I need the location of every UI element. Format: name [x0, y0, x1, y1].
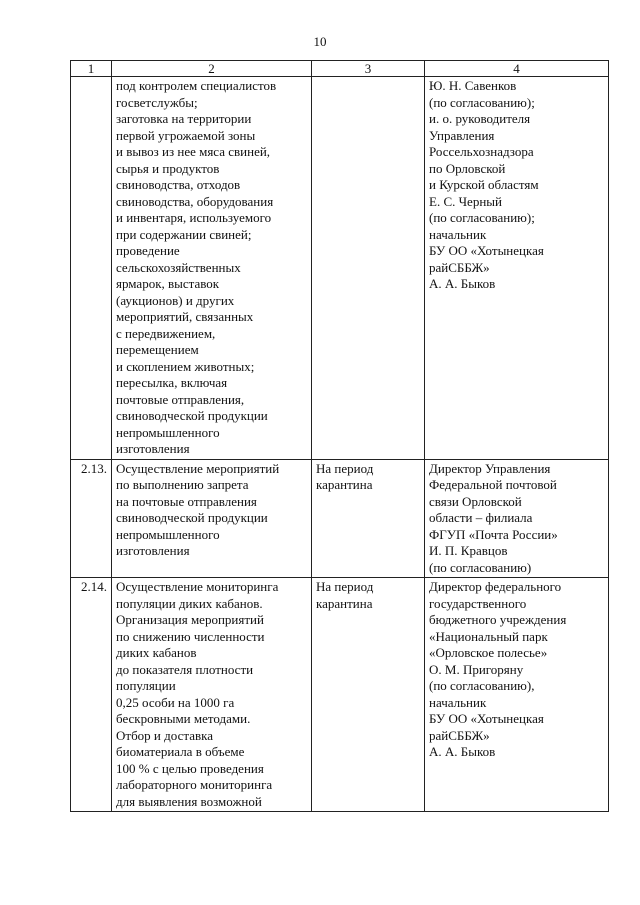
- cell-line: почтовые отправления,: [116, 391, 245, 407]
- cell-line: (по согласованию);: [429, 94, 535, 110]
- item-number: [71, 77, 112, 460]
- cell-line: бескровными методами.: [116, 711, 251, 726]
- cell-line: свиноводческой продукции: [116, 510, 268, 525]
- cell-line: области – филиала: [429, 510, 533, 525]
- cell-line: и скоплением животных;: [116, 358, 255, 374]
- cell-line: под контролем специалистов: [116, 78, 277, 93]
- cell-line: Федеральной почтовой: [429, 477, 557, 492]
- cell-line: непромышленного: [116, 424, 220, 440]
- cell-line: Директор федерального: [429, 579, 562, 594]
- cell-line: лабораторного мониторинга: [116, 777, 273, 792]
- cell-line: На период: [316, 460, 374, 476]
- header-cell: 2: [112, 61, 312, 77]
- measures-table: [70, 60, 609, 812]
- header-cell: 3: [312, 61, 425, 77]
- cell-line: диких кабанов: [116, 645, 197, 660]
- cell-line: Отбор и доставка: [116, 727, 213, 743]
- header-cell: 4: [425, 61, 609, 77]
- page-number: 10: [313, 34, 327, 49]
- cell-line: на почтовые отправления: [116, 493, 257, 509]
- cell-line: с передвижением,: [116, 325, 216, 341]
- cell-line: ФГУП «Почта России»: [429, 526, 558, 542]
- cell-line: «Орловское полесье»: [429, 645, 548, 660]
- table-row: [71, 459, 609, 578]
- cell-line: госветслужбы;: [116, 94, 198, 110]
- measure-cell: [112, 578, 312, 812]
- period-cell: [312, 459, 425, 578]
- cell-line: Управления: [429, 127, 495, 143]
- responsible-cell: [425, 459, 609, 578]
- cell-line: перемещением: [116, 342, 199, 357]
- table-header-row: [71, 61, 609, 77]
- cell-line: свиноводства, отходов: [116, 177, 241, 192]
- cell-line: (по согласованию): [429, 559, 532, 575]
- cell-line: государственного: [429, 595, 527, 611]
- cell-line: связи Орловской: [429, 493, 522, 509]
- cell-line: изготовления: [116, 543, 190, 558]
- cell-line: А. А. Быков: [429, 276, 496, 291]
- measure-cell: [112, 459, 312, 578]
- cell-line: первой угрожаемой зоны: [116, 127, 256, 143]
- cell-line: 0,25 особи на 1000 га: [116, 694, 235, 710]
- cell-line: карантина: [316, 595, 373, 611]
- cell-line: начальник: [429, 226, 487, 242]
- cell-line: О. М. Пригоряну: [429, 661, 524, 677]
- cell-line: мероприятий, связанных: [116, 309, 254, 324]
- cell-line: свиноводческой продукции: [116, 408, 268, 423]
- period-cell: [312, 578, 425, 812]
- cell-line: по снижению численности: [116, 628, 265, 644]
- cell-line: Директор Управления: [429, 460, 551, 476]
- cell-line: Е. С. Черный: [429, 193, 502, 209]
- cell-line: бюджетного учреждения: [429, 612, 567, 627]
- item-number: 2.13.: [71, 459, 112, 578]
- cell-line: На период: [316, 579, 374, 594]
- header-cell: 1: [71, 61, 112, 77]
- cell-line: проведение: [116, 243, 180, 258]
- cell-line: начальник: [429, 694, 487, 710]
- cell-line: БУ ОО «Хотынецкая: [429, 711, 544, 726]
- period-cell: [312, 77, 425, 460]
- table-row: [71, 578, 609, 812]
- cell-line: Организация мероприятий: [116, 612, 264, 627]
- cell-line: «Национальный парк: [429, 628, 548, 644]
- cell-line: (аукционов) и других: [116, 292, 235, 308]
- cell-line: для выявления возможной: [116, 793, 262, 809]
- cell-line: райСББЖ»: [429, 259, 490, 275]
- cell-line: популяции диких кабанов.: [116, 595, 263, 611]
- measure-cell: [112, 77, 312, 460]
- cell-line: и Курской областям: [429, 177, 539, 192]
- cell-line: по Орловской: [429, 160, 506, 176]
- cell-line: непромышленного: [116, 526, 220, 542]
- cell-line: и. о. руководителя: [429, 111, 531, 126]
- cell-line: и вывоз из нее мяса свиней,: [116, 144, 271, 159]
- cell-line: (по согласованию),: [429, 678, 535, 693]
- cell-line: Осуществление мероприятий: [116, 460, 280, 476]
- cell-line: пересылка, включая: [116, 375, 228, 390]
- cell-line: Ю. Н. Савенков: [429, 78, 517, 93]
- cell-line: карантина: [316, 477, 373, 492]
- cell-line: райСББЖ»: [429, 727, 490, 743]
- cell-line: сельскохозяйственных: [116, 259, 241, 275]
- cell-line: по выполнению запрета: [116, 477, 249, 492]
- responsible-cell: [425, 77, 609, 460]
- cell-line: свиноводства, оборудования: [116, 193, 274, 209]
- cell-line: И. П. Кравцов: [429, 543, 508, 558]
- cell-line: до показателя плотности: [116, 661, 254, 677]
- cell-line: ярмарок, выставок: [116, 276, 220, 291]
- cell-line: Россельхознадзора: [429, 144, 534, 159]
- cell-line: БУ ОО «Хотынецкая: [429, 243, 544, 258]
- cell-line: изготовления: [116, 441, 190, 456]
- cell-line: сырья и продуктов: [116, 160, 220, 176]
- table-row: [71, 77, 609, 460]
- responsible-cell: [425, 578, 609, 812]
- item-number: 2.14.: [71, 578, 112, 812]
- cell-line: А. А. Быков: [429, 744, 496, 759]
- cell-line: популяции: [116, 678, 176, 693]
- cell-line: Осуществление мониторинга: [116, 579, 279, 594]
- cell-line: 100 % с целью проведения: [116, 760, 264, 776]
- cell-line: заготовка на территории: [116, 111, 252, 126]
- cell-line: при содержании свиней;: [116, 226, 252, 242]
- cell-line: и инвентаря, используемого: [116, 210, 272, 225]
- cell-line: биоматериала в объеме: [116, 744, 245, 759]
- cell-line: (по согласованию);: [429, 210, 535, 225]
